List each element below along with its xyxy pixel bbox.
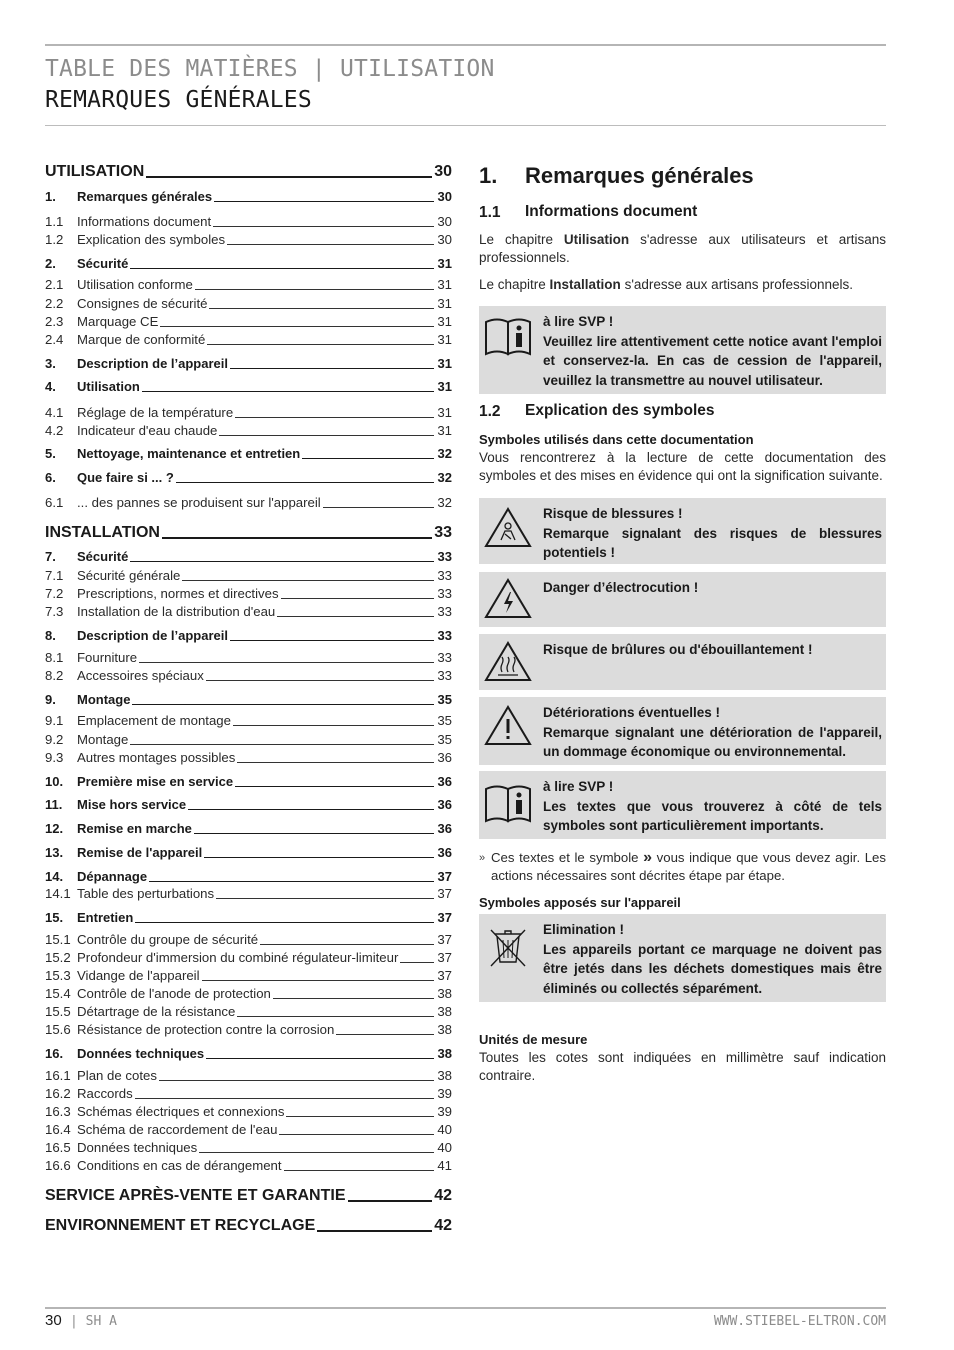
toc-entry-page: 42 xyxy=(434,1217,452,1234)
toc-entry-page: 36 xyxy=(437,750,452,765)
toc-entry[interactable] xyxy=(45,932,452,947)
toc-entry-label: Contrôle de l'anode de protection xyxy=(77,986,271,1001)
toc-entry-label: Plan de cotes xyxy=(77,1068,157,1083)
toc-entry-number: 4.2 xyxy=(45,423,64,438)
subsection-number: 1.1 xyxy=(479,204,501,221)
toc-leader-line xyxy=(209,308,434,309)
toc-entry-number: 7.3 xyxy=(45,604,64,619)
burn-risk-title: Risque de brûlures ou d'ébouillantement ! xyxy=(543,642,813,657)
toc-entry-page: 31 xyxy=(437,256,452,271)
toc-entry-page: 37 xyxy=(437,869,452,884)
toc-entry-page: 33 xyxy=(437,628,452,643)
toc-entry-label: Dépannage xyxy=(77,869,148,884)
toc-entry[interactable] xyxy=(45,296,452,311)
toc-entry-number: 16.2 xyxy=(45,1086,71,1101)
toc-entry[interactable] xyxy=(45,1046,452,1061)
toc-leader-line xyxy=(260,944,434,945)
toc-entry-page: 38 xyxy=(437,1068,452,1083)
toc-leader-line xyxy=(195,289,434,290)
toc-entry-number: 15.6 xyxy=(45,1022,71,1037)
toc-entry-number: 13. xyxy=(45,845,64,860)
toc-entry-page: 30 xyxy=(437,232,452,247)
read-notice-box-2 xyxy=(479,771,886,839)
toc-leader-line xyxy=(281,598,434,599)
toc-leader-line xyxy=(194,833,434,834)
toc-leader-line xyxy=(130,268,434,269)
toc-leader-line xyxy=(400,962,434,963)
toc-entry-page: 37 xyxy=(437,932,452,947)
toc-entry-label: Marque de conformité xyxy=(77,332,206,347)
subsection-number: 1.2 xyxy=(479,403,501,420)
toc-leader-line xyxy=(135,1098,434,1099)
toc-entry-label: Consignes de sécurité xyxy=(77,296,208,311)
toc-leader-line xyxy=(216,898,434,899)
subsection-title: Informations document xyxy=(525,203,698,220)
toc-entry[interactable] xyxy=(45,256,452,271)
toc-entry-page: 40 xyxy=(437,1140,452,1155)
toc-entry-page: 36 xyxy=(437,845,452,860)
toc-entry-page: 36 xyxy=(437,821,452,836)
units-text: Toutes les cotes sont indiquées en millimètre sauf indication contraire. xyxy=(479,1050,886,1083)
section-number: 1. xyxy=(479,163,498,188)
toc-leader-line xyxy=(199,1152,434,1153)
injury-warning-icon xyxy=(483,506,533,550)
toc-entry-page: 31 xyxy=(437,405,452,420)
toc-entry[interactable] xyxy=(45,446,452,461)
toc-entry-page: 33 xyxy=(437,604,452,619)
toc-entry-label: Remise en marche xyxy=(77,821,192,836)
damage-box xyxy=(479,697,886,765)
toc-leader-line xyxy=(142,391,434,392)
action-instruction: » Ces textes et le symbole » vous indique que vous devez agir. Les actions nécessaires sont décrites étape par étape. xyxy=(479,849,886,883)
toc-entry-number: 14. xyxy=(45,869,64,884)
toc-entry-number: 16.1 xyxy=(45,1068,71,1083)
toc-entry-page: 31 xyxy=(437,423,452,438)
toc-leader-line xyxy=(279,1134,434,1135)
toc-entry[interactable] xyxy=(45,1086,452,1101)
toc-entry[interactable] xyxy=(45,986,452,1001)
toc-entry-label: Données techniques xyxy=(77,1140,198,1155)
toc-entry-page: 37 xyxy=(437,886,452,901)
toc-entry-page: 30 xyxy=(434,163,452,180)
toc-entry[interactable] xyxy=(45,692,452,707)
toc-entry[interactable] xyxy=(45,628,452,643)
toc-entry-page: 38 xyxy=(437,1046,452,1061)
toc-leader-line xyxy=(132,704,434,705)
disposal-title: Elimination ! xyxy=(543,922,624,937)
toc-entry[interactable] xyxy=(45,549,452,564)
toc-entry[interactable] xyxy=(45,950,452,965)
toc-leader-line xyxy=(348,1200,433,1202)
toc-entry[interactable] xyxy=(45,650,452,665)
toc-entry[interactable] xyxy=(45,277,452,292)
toc-entry-number: 7.1 xyxy=(45,568,64,583)
toc-entry-page: 30 xyxy=(437,214,452,229)
toc-entry-label: Description de l’appareil xyxy=(77,356,228,371)
header-title-line2: REMARQUES GÉNÉRALES xyxy=(45,87,312,113)
toc-entry-page: 32 xyxy=(437,495,452,510)
toc-entry-label: Nettoyage, maintenance et entretien xyxy=(77,446,301,461)
toc-entry-number: 15.2 xyxy=(45,950,71,965)
toc-entry-label: Contrôle du groupe de sécurité xyxy=(77,932,259,947)
toc-entry[interactable] xyxy=(45,774,452,789)
doc-symbols-heading: Symboles utilisés dans cette documentation xyxy=(479,432,754,447)
toc-entry-number: 1. xyxy=(45,189,56,204)
toc-leader-line xyxy=(206,1058,434,1059)
toc-entry[interactable] xyxy=(45,1187,452,1205)
toc-leader-line xyxy=(188,809,434,810)
toc-entry-number: 1.2 xyxy=(45,232,64,247)
toc-entry-label: SERVICE APRÈS-VENTE ET GARANTIE xyxy=(45,1187,346,1204)
toc-entry[interactable] xyxy=(45,668,452,683)
toc-entry-label: Données techniques xyxy=(77,1046,205,1061)
toc-leader-line xyxy=(317,1230,432,1232)
toc-entry-label: Détartrage de la résistance xyxy=(77,1004,236,1019)
toc-entry-label: Raccords xyxy=(77,1086,133,1101)
model-label: | SH A xyxy=(70,1314,117,1329)
toc-entry-page: 32 xyxy=(437,446,452,461)
toc-entry-number: 9.1 xyxy=(45,713,64,728)
toc-leader-line xyxy=(202,980,434,981)
disposal-box xyxy=(479,914,886,1002)
toc-leader-line xyxy=(227,244,434,245)
injury-risk-box xyxy=(479,498,886,564)
toc-entry[interactable] xyxy=(45,214,452,229)
toc-entry-page: 39 xyxy=(437,1086,452,1101)
toc-entry-label: Installation de la distribution d'eau xyxy=(77,604,276,619)
toc-entry[interactable] xyxy=(45,314,452,329)
toc-entry-page: 31 xyxy=(437,314,452,329)
toc-entry-number: 15. xyxy=(45,910,64,925)
action-symbol-icon: » xyxy=(643,849,653,866)
header-title-line1: TABLE DES MATIÈRES | UTILISATION xyxy=(45,56,495,82)
toc-entry-number: 9. xyxy=(45,692,56,707)
toc-entry-page: 36 xyxy=(437,774,452,789)
toc-entry[interactable] xyxy=(45,1068,452,1083)
toc-entry-label: Indicateur d'eau chaude xyxy=(77,423,218,438)
toc-entry[interactable] xyxy=(45,1004,452,1019)
hot-surface-icon xyxy=(483,640,533,684)
read-manual-icon xyxy=(483,781,533,825)
toc-entry-label: Montage xyxy=(77,732,129,747)
toc-entry[interactable] xyxy=(45,1022,452,1037)
toc-entry[interactable] xyxy=(45,821,452,836)
toc-entry-label: Sécurité xyxy=(77,256,129,271)
toc-leader-line xyxy=(162,537,432,539)
toc-entry[interactable] xyxy=(45,845,452,860)
toc-entry[interactable] xyxy=(45,910,452,925)
toc-entry[interactable] xyxy=(45,1140,452,1155)
injury-risk-text: Remarque signalant des risques de blessures potentiels ! xyxy=(543,525,882,560)
toc-entry[interactable] xyxy=(45,1104,452,1119)
toc-leader-line xyxy=(230,368,434,369)
header-rule-bottom xyxy=(45,125,886,126)
toc-leader-line xyxy=(214,201,434,202)
toc-entry-page: 31 xyxy=(437,379,452,394)
read-notice-box xyxy=(479,306,886,394)
toc-entry-label: INSTALLATION xyxy=(45,524,160,541)
toc-entry-number: 2.3 xyxy=(45,314,64,329)
toc-entry-page: 33 xyxy=(437,568,452,583)
read-notice-text: Veuillez lire attentivement cette notice avant l'emploi et conservez-la. En cas de cession de l'appareil, veuillez la transmettre au nouvel utilisateur. xyxy=(543,333,882,388)
toc-entry-page: 36 xyxy=(437,797,452,812)
toc-entry[interactable] xyxy=(45,470,452,485)
toc-entry-number: 9.3 xyxy=(45,750,64,765)
toc-entry-number: 8.2 xyxy=(45,668,64,683)
toc-leader-line xyxy=(286,1116,434,1117)
toc-entry-label: Résistance de protection contre la corrosion xyxy=(77,1022,335,1037)
damage-text: Remarque signalant une détérioration de l'appareil, un dommage économique ou environnemental. xyxy=(543,724,882,759)
toc-entry-page: 30 xyxy=(437,189,452,204)
toc-entry-label: Utilisation xyxy=(77,379,140,394)
toc-entry-number: 1.1 xyxy=(45,214,64,229)
toc-entry-label: Emplacement de montage xyxy=(77,713,231,728)
toc-entry-number: 10. xyxy=(45,774,64,789)
toc-entry-label: Description de l’appareil xyxy=(77,628,228,643)
toc-entry-label: Sécurité générale xyxy=(77,568,181,583)
toc-entry-number: 3. xyxy=(45,356,56,371)
toc-leader-line xyxy=(302,458,434,459)
toc-entry[interactable] xyxy=(45,232,452,247)
toc-leader-line xyxy=(146,176,432,178)
crossed-bin-icon xyxy=(483,924,533,968)
toc-entry-label: Fourniture xyxy=(77,650,138,665)
toc-entry-label: Que faire si ... ? xyxy=(77,470,174,485)
toc-entry-page: 38 xyxy=(437,986,452,1001)
toc-entry-page: 33 xyxy=(437,549,452,564)
toc-leader-line xyxy=(159,1080,434,1081)
toc-entry-page: 35 xyxy=(437,692,452,707)
toc-entry[interactable] xyxy=(45,568,452,583)
action-marker: » xyxy=(479,852,486,864)
toc-entry-label: Réglage de la température xyxy=(77,405,234,420)
toc-leader-line xyxy=(235,417,434,418)
toc-entry-label: UTILISATION xyxy=(45,163,145,180)
toc-entry-number: 9.2 xyxy=(45,732,64,747)
toc-leader-line xyxy=(204,857,434,858)
toc-entry-number: 6. xyxy=(45,470,56,485)
burn-risk-box xyxy=(479,634,886,690)
toc-entry[interactable] xyxy=(45,423,452,438)
toc-entry-page: 38 xyxy=(437,1022,452,1037)
toc-entry-page: 33 xyxy=(437,668,452,683)
toc-leader-line xyxy=(135,922,434,923)
toc-entry-label: ... des pannes se produisent sur l'appareil xyxy=(77,495,321,510)
device-symbols-heading: Symboles apposés sur l'appareil xyxy=(479,895,681,910)
toc-entry-page: 40 xyxy=(437,1122,452,1137)
toc-entry-number: 2.2 xyxy=(45,296,64,311)
toc-entry[interactable] xyxy=(45,869,452,884)
toc-entry-label: Utilisation conforme xyxy=(77,277,193,292)
electric-shock-icon xyxy=(483,577,533,621)
caution-icon xyxy=(483,704,533,748)
toc-entry-label: Autres montages possibles xyxy=(77,750,236,765)
toc-entry-number: 16.3 xyxy=(45,1104,71,1119)
toc-entry[interactable] xyxy=(45,332,452,347)
toc-entry-number: 2. xyxy=(45,256,56,271)
toc-entry-number: 16.5 xyxy=(45,1140,71,1155)
toc-entry-number: 16.4 xyxy=(45,1122,71,1137)
toc-leader-line xyxy=(139,662,434,663)
toc-entry[interactable] xyxy=(45,379,452,394)
subsection-title: Explication des symboles xyxy=(525,402,715,419)
toc-leader-line xyxy=(237,1016,434,1017)
toc-leader-line xyxy=(277,616,434,617)
toc-entry-number: 12. xyxy=(45,821,64,836)
read-notice-text-2: Les textes que vous trouverez à côté de tels symboles sont particulièrement importants. xyxy=(543,798,882,833)
header-rule-top xyxy=(45,44,886,46)
toc-entry-label: Montage xyxy=(77,692,131,707)
toc-leader-line xyxy=(130,744,434,745)
toc-entry[interactable] xyxy=(45,886,452,901)
toc-entry-label: Sécurité xyxy=(77,549,129,564)
section-title: Remarques générales xyxy=(525,163,754,188)
toc-entry-number: 15.3 xyxy=(45,968,71,983)
disposal-text: Les appareils portant ce marquage ne doivent pas être jetés dans les déchets domestiques mais être éliminés ou collectés séparément. xyxy=(543,941,882,996)
toc-entry-page: 37 xyxy=(437,968,452,983)
toc-entry-page: 38 xyxy=(437,1004,452,1019)
toc-entry[interactable] xyxy=(45,495,452,510)
injury-risk-title: Risque de blessures ! xyxy=(543,506,683,521)
toc-leader-line xyxy=(323,507,434,508)
toc-entry-label: Explication des symboles xyxy=(77,232,226,247)
toc-entry-page: 32 xyxy=(437,470,452,485)
toc-entry[interactable] xyxy=(45,1217,452,1235)
toc-entry[interactable] xyxy=(45,1122,452,1137)
toc-entry[interactable] xyxy=(45,356,452,371)
toc-leader-line xyxy=(284,1170,434,1171)
toc-entry[interactable] xyxy=(45,163,452,181)
toc-leader-line xyxy=(160,326,434,327)
toc-entry-label: Première mise en service xyxy=(77,774,234,789)
toc-entry-number: 15.5 xyxy=(45,1004,71,1019)
toc-entry-page: 33 xyxy=(437,586,452,601)
toc-entry-page: 33 xyxy=(437,650,452,665)
toc-entry[interactable] xyxy=(45,604,452,619)
units-heading: Unités de mesure xyxy=(479,1032,588,1047)
toc-entry-number: 5. xyxy=(45,446,56,461)
toc-entry-label: Schéma de raccordement de l'eau xyxy=(77,1122,278,1137)
damage-title: Détériorations éventuelles ! xyxy=(543,705,721,720)
paragraph-installation: Le chapitre Installation s'adresse aux artisans professionnels. xyxy=(479,277,854,292)
toc-entry-label: Schémas électriques et connexions xyxy=(77,1104,285,1119)
toc-entry-page: 41 xyxy=(437,1158,452,1173)
toc-entry-label: Entretien xyxy=(77,910,134,925)
toc-entry-number: 11. xyxy=(45,797,63,812)
toc-leader-line xyxy=(149,881,434,882)
toc-leader-line xyxy=(182,580,434,581)
toc-leader-line xyxy=(130,561,434,562)
toc-leader-line xyxy=(230,640,434,641)
toc-entry[interactable] xyxy=(45,732,452,747)
toc-entry-page: 31 xyxy=(437,277,452,292)
toc-entry-label: Informations document xyxy=(77,214,212,229)
toc-entry-page: 31 xyxy=(437,332,452,347)
toc-leader-line xyxy=(219,435,434,436)
toc-entry-label: Table des perturbations xyxy=(77,886,215,901)
toc-leader-line xyxy=(273,998,434,999)
toc-entry-label: Prescriptions, normes et directives xyxy=(77,586,279,601)
website-url: WWW.STIEBEL-ELTRON.COM xyxy=(713,1314,886,1329)
toc-entry-label: ENVIRONNEMENT ET RECYCLAGE xyxy=(45,1217,316,1234)
electrocution-title: Danger d’électrocution ! xyxy=(543,580,699,595)
toc-entry-number: 6.1 xyxy=(45,495,64,510)
toc-entry[interactable] xyxy=(45,797,452,812)
footer-rule xyxy=(45,1307,886,1309)
toc-entry-label: Remise de l'appareil xyxy=(77,845,203,860)
toc-entry-number: 4.1 xyxy=(45,405,64,420)
toc-entry[interactable] xyxy=(45,968,452,983)
toc-leader-line xyxy=(213,226,434,227)
toc-entry-number: 2.4 xyxy=(45,332,64,347)
read-manual-icon xyxy=(483,314,533,358)
toc-entry[interactable] xyxy=(45,713,452,728)
toc-leader-line xyxy=(233,725,434,726)
toc-entry-number: 8. xyxy=(45,628,56,643)
toc-entry-number: 7.2 xyxy=(45,586,64,601)
toc-entry-number: 16.6 xyxy=(45,1158,71,1173)
toc-entry-page: 31 xyxy=(437,296,452,311)
doc-symbols-text: Vous rencontrerez à la lecture de cette documentation des symboles et des mises en évidence qui ont la signification suivante. xyxy=(479,450,886,483)
toc-entry-page: 42 xyxy=(434,1187,452,1204)
toc-entry-label: Marquage CE xyxy=(77,314,159,329)
page-number: 30 xyxy=(45,1312,62,1329)
toc-entry-label: Conditions en cas de dérangement xyxy=(77,1158,282,1173)
toc-entry-label: Vidange de l'appareil xyxy=(77,968,200,983)
toc-entry[interactable] xyxy=(45,586,452,601)
toc-leader-line xyxy=(176,482,434,483)
toc-leader-line xyxy=(336,1034,434,1035)
toc-entry[interactable] xyxy=(45,405,452,420)
toc-entry-label: Accessoires spéciaux xyxy=(77,668,204,683)
toc-entry-number: 7. xyxy=(45,549,56,564)
toc-entry-label: Remarques générales xyxy=(77,189,213,204)
toc-leader-line xyxy=(206,680,434,681)
toc-entry-label: Mise hors service xyxy=(77,797,187,812)
toc-leader-line xyxy=(235,786,434,787)
toc-leader-line xyxy=(237,762,434,763)
toc-entry-page: 37 xyxy=(437,910,452,925)
toc-entry[interactable] xyxy=(45,750,452,765)
toc-entry[interactable] xyxy=(45,189,452,204)
toc-entry-page: 39 xyxy=(437,1104,452,1119)
toc-entry-page: 31 xyxy=(437,356,452,371)
toc-entry-number: 16. xyxy=(45,1046,64,1061)
toc-entry-page: 35 xyxy=(437,713,452,728)
toc-entry[interactable] xyxy=(45,1158,452,1173)
toc-entry-number: 15.1 xyxy=(45,932,71,947)
toc-entry[interactable] xyxy=(45,524,452,542)
toc-entry-number: 14.1 xyxy=(45,886,71,901)
toc-entry-number: 2.1 xyxy=(45,277,64,292)
toc-entry-number: 15.4 xyxy=(45,986,71,1001)
toc-entry-page: 35 xyxy=(437,732,452,747)
toc-leader-line xyxy=(207,344,434,345)
toc-entry-number: 8.1 xyxy=(45,650,64,665)
toc-entry-number: 4. xyxy=(45,379,56,394)
toc-entry-label: Profondeur d'immersion du combiné régulateur-limiteur xyxy=(77,950,399,965)
toc-entry-page: 33 xyxy=(434,524,452,541)
read-notice-title-2: à lire SVP ! xyxy=(543,779,614,794)
electrocution-box xyxy=(479,572,886,627)
paragraph-utilisation: Le chapitre Utilisation s'adresse aux utilisateurs et artisans professionnels. xyxy=(479,232,886,265)
toc-entry-page: 37 xyxy=(437,950,452,965)
read-notice-title: à lire SVP ! xyxy=(543,314,614,329)
